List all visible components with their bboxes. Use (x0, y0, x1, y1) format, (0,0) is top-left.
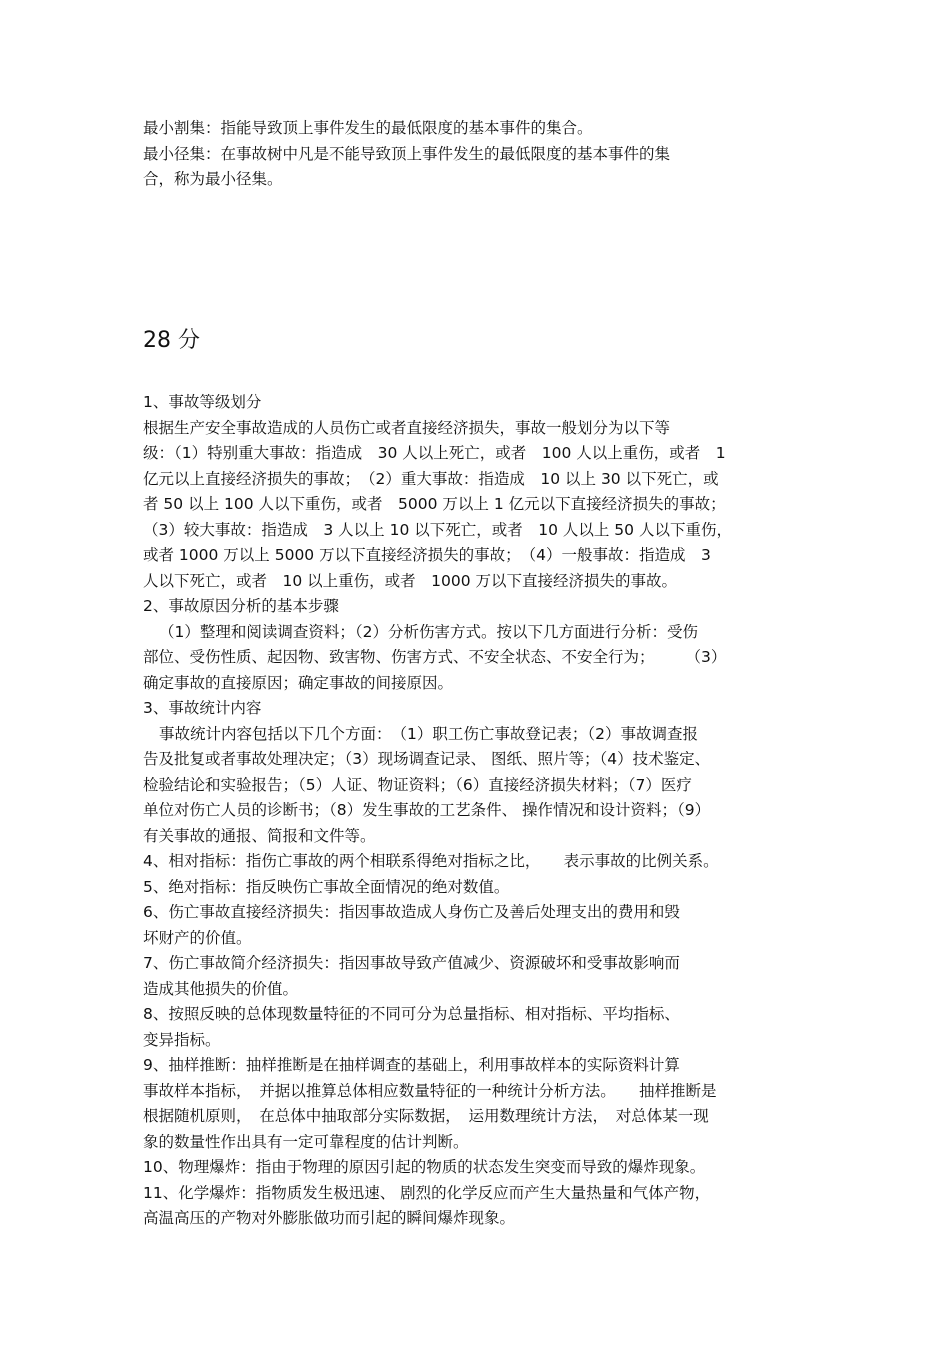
body-line: 象的数量性作出具有一定可靠程度的估计判断。 (143, 1132, 469, 1151)
body-line: 高温高压的产物对外膨胀做功而引起的瞬间爆炸现象。 (143, 1209, 516, 1227)
definition-line: 合，称为最小径集。 (143, 170, 283, 188)
body-line: 10、物理爆炸：指由于物理的原因引起的物质的状态发生突变而导致的爆炸现象。 (143, 1158, 706, 1176)
definition-line: 最小割集：指能导致顶上事件发生的最低限度的基本事件的集合。 (143, 119, 593, 137)
body-line: 或者 1000 万以上 5000 万以下直接经济损失的事故； （4）一般事故：指造成 3 (143, 546, 711, 564)
body-line: 11、化学爆炸：指物质发生极迅速、 剧烈的化学反应而产生大量热量和气体产物， (143, 1183, 711, 1202)
body-block (143, 390, 818, 1232)
body-line: 9、抽样推断：抽样推断是在抽样调查的基础上，利用事故样本的实际资料计算 (143, 1056, 680, 1074)
body-line: 者 50 以上 100 人以下重伤，或者 5000 万以上 1 亿元以下直接经济损失的事故； (143, 495, 726, 513)
body-line: 变异指标。 (143, 1030, 221, 1049)
body-line: 检验结论和实验报告；（5）人证、物证资料；（6）直接经济损失材料；（7）医疗 (143, 775, 692, 794)
body-line: 有关事故的通报、简报和文件等。 (143, 826, 376, 845)
body-line: 4、相对指标：指伤亡事故的两个相联系得绝对指标之比， 表示事故的比例关系。 (143, 852, 719, 870)
body-line: 造成其他损失的价值。 (143, 979, 299, 998)
body-line: 6、伤亡事故直接经济损失：指因事故造成人身伤亡及善后处理支出的费用和毁 (143, 903, 680, 921)
body-line: （1）整理和阅读调查资料；（2）分析伤害方式。按以下几方面进行分析：受伤 (159, 622, 698, 641)
body-line: 事故统计内容包括以下几个方面： （1）职工伤亡事故登记表；（2）事故调查报 (159, 724, 698, 743)
body-line: （3）较大事故：指造成 3 人以上 10 以下死亡，或者 10 人以上 50 人以下重伤， (143, 520, 732, 539)
item-heading: 1、事故等级划分 (143, 393, 262, 411)
body-line: 根据生产安全事故造成的人员伤亡或者直接经济损失，事故一般划分为以下等 (143, 418, 671, 437)
body-line: 人以下死亡，或者 10 以上重伤，或者 1000 万以下直接经济损失的事故。 (143, 571, 678, 590)
body-line: 级：（1）特别重大事故：指造成 30 人以上死亡，或者 100 人以上重伤，或者 1 (143, 444, 726, 462)
body-line: 单位对伤亡人员的诊断书；（8）发生事故的工艺条件、 操作情况和设计资料；（9） (143, 801, 711, 819)
body-line: 7、伤亡事故简介经济损失：指因事故导致产值减少、资源破坏和受事故影响而 (143, 954, 680, 972)
definitions-block (143, 116, 818, 193)
definition-line: 最小径集：在事故树中凡是不能导致顶上事件发生的最低限度的基本事件的集 (143, 144, 671, 163)
item-heading: 2、事故原因分析的基本步骤 (143, 597, 339, 615)
body-line: 根据随机原则， 在总体中抽取部分实际数据， 运用数理统计方法， 对总体某一现 (143, 1107, 709, 1125)
body-line: 告及批复或者事故处理决定；（3）现场调查记录、 图纸、照片等；（4）技术鉴定、 (143, 750, 711, 768)
body-line: 亿元以上直接经济损失的事故； （2）重大事故：指造成 10 以上 30 以下死亡，或 (143, 469, 719, 488)
body-line: 坏财产的价值。 (143, 928, 252, 947)
body-line: 确定事故的直接原因；确定事故的间接原因。 (143, 673, 454, 692)
body-line: 8、按照反映的总体现数量特征的不同可分为总量指标、相对指标、平均指标、 (143, 1005, 680, 1023)
item-heading: 3、事故统计内容 (143, 699, 262, 717)
body-line: 部位、受伤性质、起因物、致害物、伤害方式、不安全状态、不安全行为； （3） (143, 648, 727, 666)
section-heading: 28 分 (143, 328, 200, 353)
body-line: 5、绝对指标：指反映伤亡事故全面情况的绝对数值。 (143, 877, 510, 896)
body-line: 事故样本指标， 并据以推算总体相应数量特征的一种统计分析方法。 抽样推断是 (143, 1081, 717, 1100)
